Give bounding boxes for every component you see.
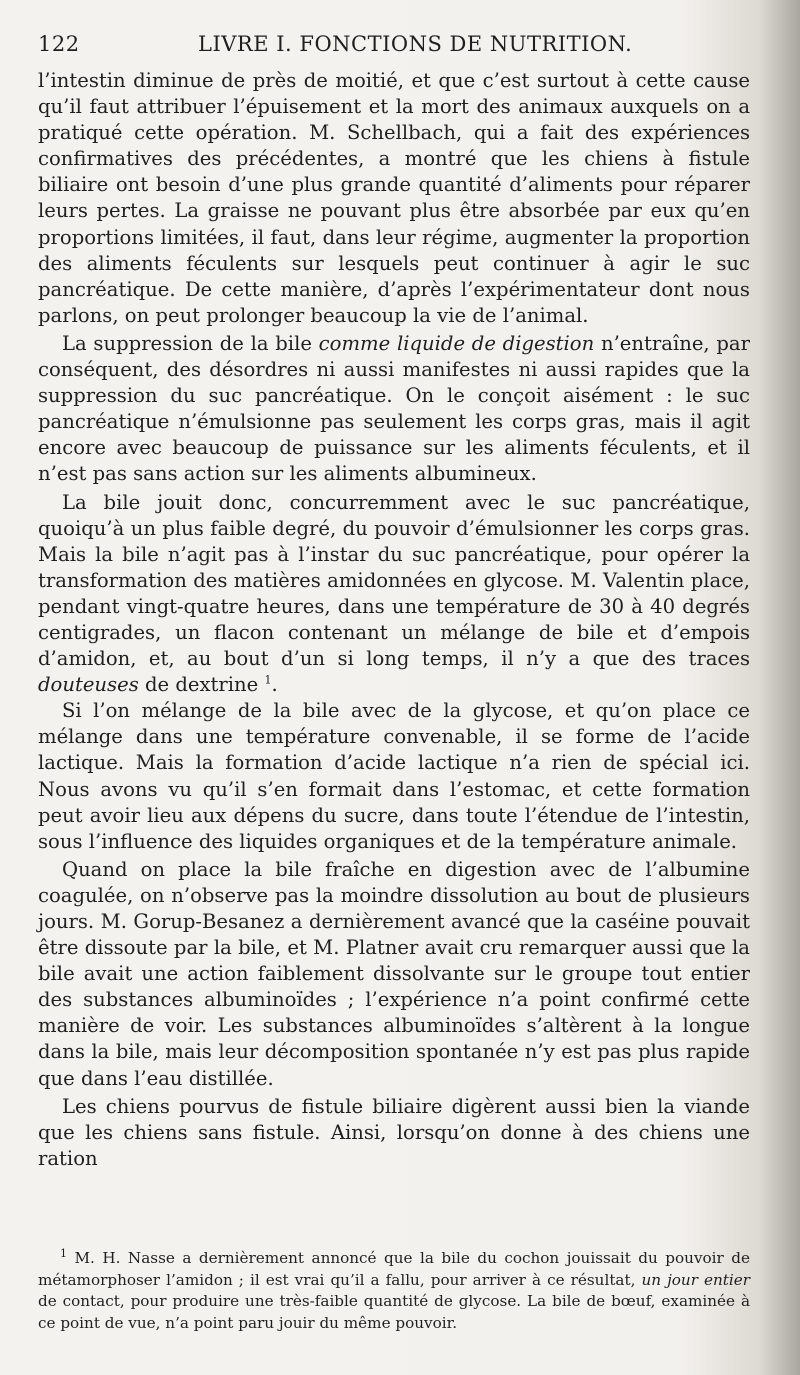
italic-phrase: comme liquide de digestion [318, 331, 595, 355]
paragraph-6: Les chiens pourvus de fistule biliaire digèrent aussi bien la viande que les chiens sans fistule. Ainsi, lorsqu’on donne à des chiens une ration [38, 1094, 750, 1170]
running-head: LIVRE I. FONCTIONS DE NUTRITION. [198, 32, 633, 56]
footnotes [38, 1248, 750, 1334]
body-text [38, 68, 750, 1172]
footnote-marker: 1 [60, 1246, 67, 1260]
paragraph-5: Quand on place la bile fraîche en digestion avec de l’albumine coagulée, on n’observe pas la moindre dissolution au bout de plusieurs jours. M. Gorup-Besanez a dernièrement avancé que la caséine pouvait être dissoute par la bile, et M. Platner avait cru remarquer aussi que la bile avait une action faiblement dissolvante sur le groupe tout entier des substances albuminoïdes ; l’expérience n’a point confirmé cette manière de voir. Les substances albuminoïdes s’altèrent à la longue dans la bile, mais leur décomposition spontanée n’y est pas plus rapide que dans l’eau distillée. [38, 857, 750, 1090]
paragraph-4: Si l’on mélange de la bile avec de la glycose, et qu’on place ce mélange dans une température convenable, il se forme de l’acide lactique. Mais la formation d’acide lactique n’a rien de spécial ici. Nous avons vu qu’il s’en formait dans l’estomac, et cette formation peut avoir lieu aux dépens du sucre, dans toute l’étendue de l’intestin, sous l’influence des liquides organiques et de la température animale. [38, 699, 750, 853]
footnote-1: $^1$ M. H. Nasse a dernièrement annoncé que la bile du cochon jouissait du pouvoir de métamorphoser l’amidon ; il est vrai qu’il a fallu, pour arriver à ce résultat, un jour entier de contact, pour produire une très-faible quantité de glycose. La bile de bœuf, examinée à ce point de vue, n’a point paru jouir du même pouvoir. [38, 1246, 751, 1332]
paragraph-2: La suppression de la bile comme liquide de digestion n’entraîne, par conséquent, des désordres ni aussi manifestes ni aussi rapides que la suppression du suc pancréatique. On le conçoit aisément : le suc pancréatique n’émulsionne pas seulement les corps gras, mais il agit encore avec beaucoup de puissance sur les aliments féculents, et il n’est pas sans action sur les aliments albumineux. [38, 331, 750, 486]
footnote-reference[interactable]: 1 [264, 673, 272, 687]
footnote-italic-phrase: un jour entier [641, 1270, 751, 1289]
italic-word: douteuses [38, 673, 139, 697]
paragraph-3: La bile jouit donc, concurremment avec le suc pancréatique, quoiqu’à un plus faible degré, du pouvoir d’émulsionner les corps gras. Mais la bile n’agit pas à l’instar du suc pancréatique, pour opérer la transformation des matières amidonnées en glycose. M. Valentin place, pendant vingt-quatre heures, dans une température de 30 à 40 degrés centigrades, un flacon contenant un mélange de bile et d’empois d’amidon, et, au bout d’un si long temps, il n’y a que des traces douteuses de dextrine $^1$. [38, 490, 750, 697]
page-header [38, 30, 760, 62]
paragraph-1: l’intestin diminue de près de moitié, et que c’est surtout à cette cause qu’il faut attribuer l’épuisement et la mort des animaux auxquels on a pratiqué cette opération. M. Schellbach, qui a fait des expériences confirmatives des précédentes, a montré que les chiens à fistule biliaire ont besoin d’une plus grande quantité d’aliments pour réparer leurs pertes. La graisse ne pouvant plus être absorbée par eux qu’en proportions limitées, il faut, dans leur régime, augmenter la proportion des aliments féculents sur lesquels peut continuer à agir le suc pancréatique. De cette manière, d’après l’expérimentateur dont nous parlons, on peut prolonger beaucoup la vie de l’animal. [38, 69, 750, 327]
page-number: 122 [38, 32, 80, 56]
